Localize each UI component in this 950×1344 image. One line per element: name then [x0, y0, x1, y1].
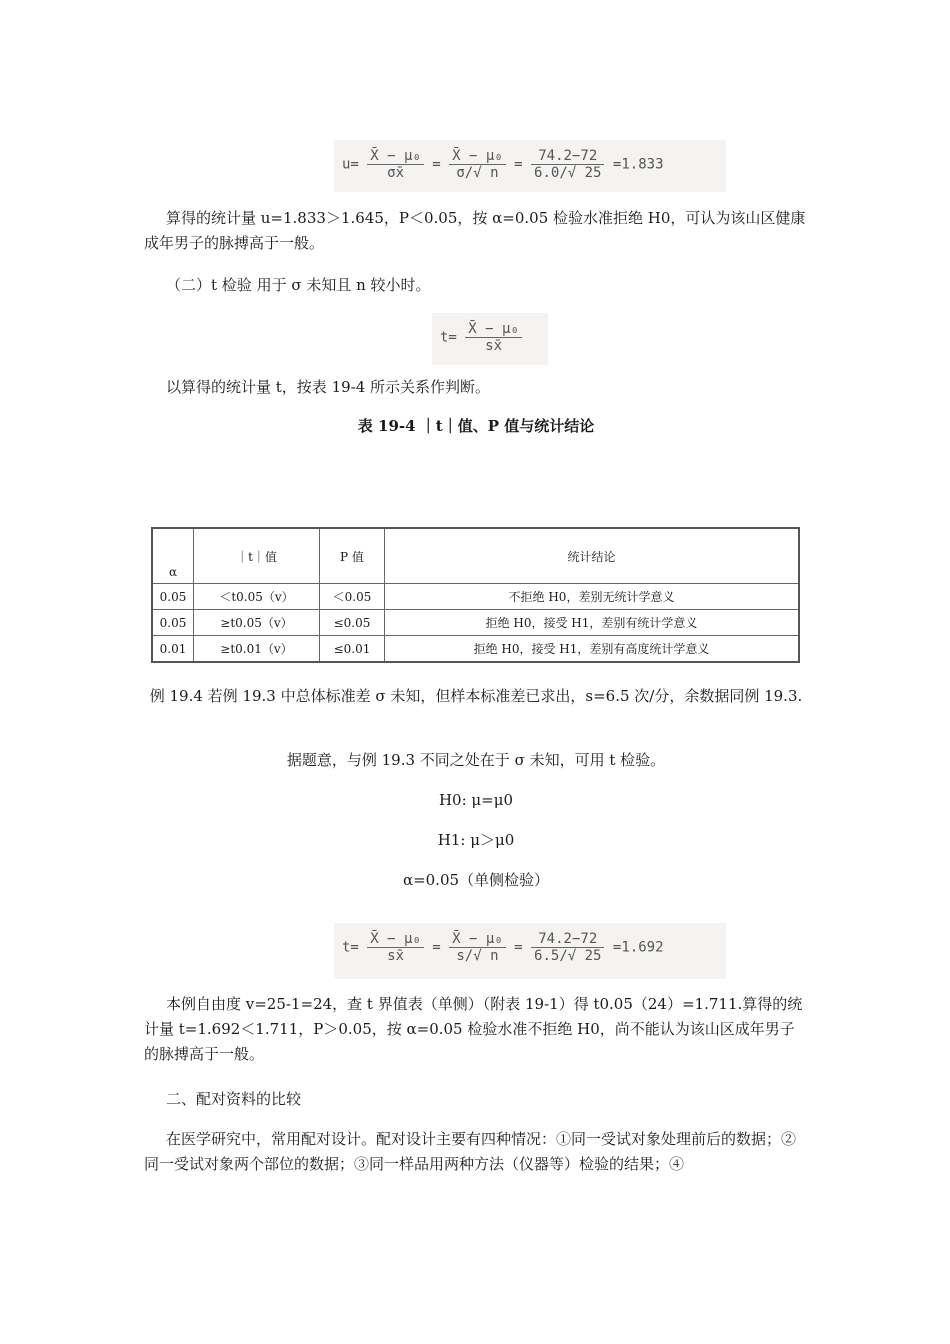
alpha-level: α=0.05（单侧检验） [402, 871, 550, 889]
frac-den: sx̄ [387, 948, 405, 964]
frac-num: 74.2−72 [531, 931, 604, 948]
formula-t2-frac2 [449, 931, 506, 964]
formula-t2-lhs: t= [342, 939, 359, 956]
formula-u-result: =1.833 [612, 156, 664, 173]
frac-den: sx̄ [485, 338, 503, 354]
frac-num: X̄ − μ₀ [449, 148, 506, 165]
header-p-value: P 值 [320, 528, 385, 584]
formula-u-lhs: u= [342, 156, 359, 173]
cell-conclusion: 拒绝 H0，接受 H1，差别有高度统计学意义 [385, 636, 800, 663]
paragraph-paired-design: 在医学研究中，常用配对设计。配对设计主要有四种情况：①同一受试对象处理前后的数据；②同一受试对象两个部位的数据；③同一样品用两种方法（仪器等）检验的结果；④ [144, 1130, 797, 1173]
table-row [152, 610, 799, 636]
formula-t-image [432, 313, 548, 365]
formula-t2-result: =1.692 [612, 939, 664, 956]
frac-den: s/√ n [456, 948, 499, 964]
formula-t-frac [465, 321, 522, 354]
frac-num: X̄ − μ₀ [367, 931, 424, 948]
cell-t: ＜t0.05（v） [194, 584, 320, 610]
cell-alpha: 0.05 [152, 610, 194, 636]
frac-num: X̄ − μ₀ [449, 931, 506, 948]
formula-u-frac2 [449, 148, 506, 181]
section-heading-paired: 二、配对资料的比较 [166, 1090, 302, 1108]
cell-p: ＜0.05 [320, 584, 385, 610]
paragraph-t-test-heading: （二）t 检验 用于 σ 未知且 n 较小时。 [166, 276, 431, 294]
cell-conclusion: 拒绝 H0，接受 H1，差别有统计学意义 [385, 610, 800, 636]
header-conclusion: 统计结论 [385, 528, 800, 584]
frac-num: 74.2−72 [531, 148, 604, 165]
table-header-row [152, 528, 799, 584]
formula-u-frac1 [367, 148, 424, 181]
frac-num: X̄ − μ₀ [367, 148, 424, 165]
formula-t [440, 321, 522, 354]
formula-t-lhs: t= [440, 329, 457, 346]
formula-t2-frac3 [531, 931, 604, 964]
result-table [151, 527, 800, 663]
cell-alpha: 0.01 [152, 636, 194, 663]
formula-t2: t= $\frac{\text{X̄ − μ₀}}{sx̄}$ = $\frac{\text{X̄ − μ₀}}{s/√ n}$ = $\frac{74.2-72}{6.5/√ 25}$ =1.692 [342, 931, 664, 964]
frac-den: 6.0/√ 25 [534, 165, 602, 181]
formula-u: u= $\frac{\text{X̄ − μ₀}}{\sigma x̄}$ = $\frac{\text{X̄ − μ₀}}{\sigma/√ n}$ = $\frac{74.2-72}{6.0/√ 25}$ =1.833 [342, 148, 664, 181]
cell-conclusion: 不拒绝 H0，差别无统计学意义 [385, 584, 800, 610]
frac-num: X̄ − μ₀ [465, 321, 522, 338]
formula-t2-frac1 [367, 931, 424, 964]
table-row [152, 584, 799, 610]
formula-t2-image [334, 923, 726, 979]
header-alpha: α [152, 528, 194, 584]
cell-alpha: 0.05 [152, 584, 194, 610]
frac-den: σx̄ [387, 165, 405, 181]
paragraph-problem-analysis: 据题意，与例 19.3 不同之处在于 σ 未知，可用 t 检验。 [286, 751, 666, 769]
table-caption: 表 19-4 ｜t｜值、P 值与统计结论 [357, 417, 595, 435]
paragraph-example-19-4: 例 19.4 若例 19.3 中总体标准差 σ 未知，但样本标准差已求出，s=6.5 次/分，余数据同例 19.3. [149, 687, 803, 705]
table-row [152, 636, 799, 663]
cell-t: ≥t0.05（v） [194, 610, 320, 636]
frac-den: σ/√ n [456, 165, 499, 181]
hypothesis-h0: H0: μ=μ0 [438, 791, 514, 809]
header-t-value: ｜t｜值 [194, 528, 320, 584]
cell-p: ≤0.05 [320, 610, 385, 636]
cell-p: ≤0.01 [320, 636, 385, 663]
formula-u-image [334, 140, 726, 192]
formula-u-frac3 [531, 148, 604, 181]
frac-den: 6.5/√ 25 [534, 948, 602, 964]
hypothesis-h1: H1: μ＞μ0 [437, 831, 515, 849]
paragraph-u-result: 算得的统计量 u=1.833＞1.645，P＜0.05，按 α=0.05 检验水准拒绝 H0，可认为该山区健康成年男子的脉搏高于一般。 [144, 209, 806, 252]
paragraph-t-judgement: 以算得的统计量 t，按表 19-4 所示关系作判断。 [166, 378, 491, 396]
paragraph-t2-result: 本例自由度 v=25-1=24，查 t 界值表（单侧）（附表 19-1）得 t0.05（24）=1.711.算得的统计量 t=1.692＜1.711，P＞0.05，按 α=0.05 检验水准不拒绝 H0，尚不能认为该山区成年男子的脉搏高于一般。 [144, 995, 803, 1063]
cell-t: ≥t0.01（v） [194, 636, 320, 663]
